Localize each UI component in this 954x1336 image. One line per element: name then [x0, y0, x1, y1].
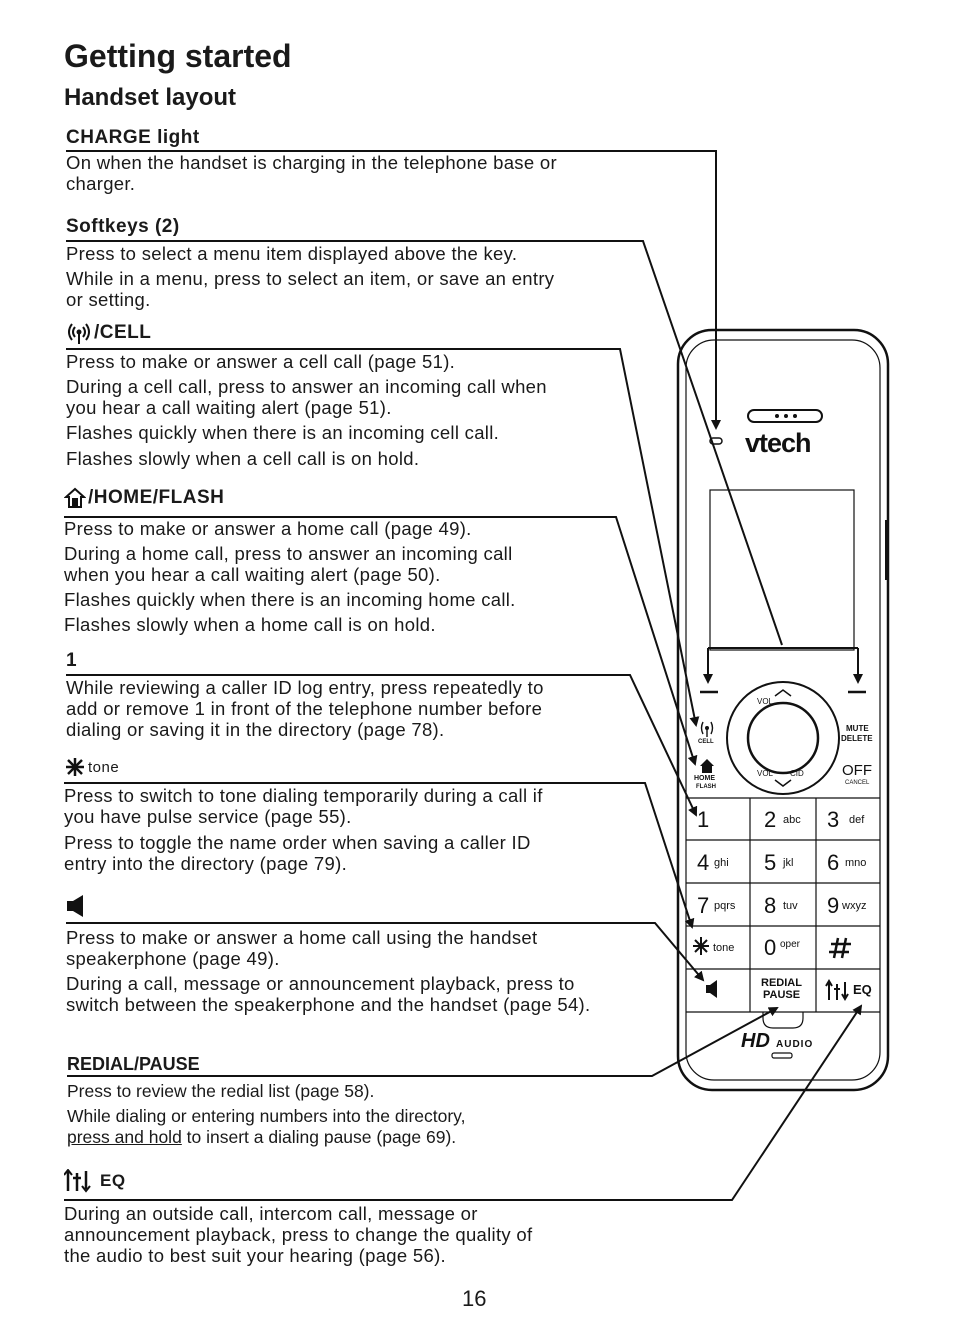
key-3-digit[interactable]: 3	[827, 807, 840, 832]
home-key-label[interactable]: HOME	[694, 775, 715, 782]
key-5-letters: jkl	[783, 857, 794, 869]
charge-light-title: CHARGE light	[66, 127, 200, 148]
tone-desc-1: Press to switch to tone dialing temporarily during a call if you have pulse service (page 55).	[64, 785, 543, 827]
key-9-letters: wxyz	[842, 900, 867, 912]
key-4-digit[interactable]: 4	[697, 850, 710, 875]
home-desc-1: Press to make or answer a home call (page 49).	[64, 518, 472, 539]
redial-desc-2: While dialing or entering numbers into the directory,	[67, 1106, 466, 1126]
press-and-hold-text: press and hold	[67, 1127, 182, 1147]
redial-title: REDIAL/PAUSE	[67, 1054, 200, 1074]
key-1-desc: While reviewing a caller ID log entry, press repeatedly to add or remove 1 in front of the telephone number before dialing or saving it in the directory (page 78).	[66, 677, 544, 740]
key-1-title: 1	[66, 650, 78, 671]
key-8-digit[interactable]: 8	[764, 893, 777, 918]
hd-logo: HD	[741, 1030, 770, 1052]
eq-title-label: EQ	[100, 1171, 126, 1190]
eq-desc: During an outside call, intercom call, message or announcement playback, press to change the quality of the audio to best suit your hearing (page 56).	[64, 1203, 533, 1266]
section-heading: Handset layout	[64, 84, 237, 111]
cell-desc-2: During a cell call, press to answer an incoming call when you hear a call waiting alert (page 51).	[66, 376, 547, 418]
key-star-letters[interactable]: tone	[713, 942, 735, 954]
phone-star-key-icon	[693, 937, 709, 955]
home-desc-2: During a home call, press to answer an incoming call when you hear a call waiting alert (page 50).	[64, 543, 513, 585]
cell-key-label[interactable]: CELL	[698, 739, 714, 745]
cell-desc-4: Flashes slowly when a cell call is on hold.	[66, 448, 420, 469]
key-2-letters: abc	[783, 814, 801, 826]
key-5-digit[interactable]: 5	[764, 850, 777, 875]
key-6-letters: mno	[845, 857, 867, 869]
key-8-letters: tuv	[783, 900, 798, 912]
tone-desc-2: Press to toggle the name order when saving a caller ID entry into the directory (page 79).	[64, 832, 531, 874]
charge-light-desc: On when the handset is charging in the telephone base or charger.	[66, 152, 557, 194]
nav-vol-up-label[interactable]: VOL	[757, 697, 774, 706]
cell-desc-3: Flashes quickly when there is an incoming cell call.	[66, 422, 500, 443]
home-desc-3: Flashes quickly when there is an incoming home call.	[64, 589, 516, 610]
key-0-letters: oper	[780, 939, 801, 950]
softkeys-desc-2: While in a menu, press to select an item, or save an entry or setting.	[66, 268, 555, 310]
key-0-digit[interactable]: 0	[764, 935, 777, 960]
page-number: 16	[462, 1286, 487, 1311]
redial-desc-1: Press to review the redial list (page 58).	[67, 1081, 375, 1101]
cancel-key-label[interactable]: CANCEL	[845, 780, 870, 786]
cell-title-label: /CELL	[94, 322, 152, 343]
delete-key-label[interactable]: DELETE	[841, 734, 873, 743]
key-7-digit[interactable]: 7	[697, 893, 710, 918]
audio-logo: AUDIO	[776, 1039, 814, 1050]
flash-key-label[interactable]: FLASH	[696, 784, 716, 790]
off-key-label[interactable]: OFF	[842, 762, 872, 779]
key-1-digit[interactable]: 1	[697, 807, 710, 832]
key-3-letters: def	[849, 814, 865, 826]
key-9-digit[interactable]: 9	[827, 893, 840, 918]
mute-key-label[interactable]: MUTE	[846, 724, 869, 733]
redial-desc-3-rest: to insert a dialing pause (page 69).	[181, 1127, 457, 1147]
speaker-desc-2: During a call, message or announcement playback, press to switch between the speakerphone and the handset (page 54).	[66, 973, 591, 1015]
eq-key-label[interactable]: EQ	[853, 982, 872, 997]
softkeys-title: Softkeys (2)	[66, 216, 180, 237]
key-7-letters: pqrs	[714, 900, 736, 912]
redial-key-label[interactable]: REDIAL	[761, 977, 802, 989]
softkeys-desc-1: Press to select a menu item displayed above the key.	[66, 243, 518, 264]
nav-cid-label[interactable]: CID	[790, 769, 804, 778]
key-4-letters: ghi	[714, 857, 729, 869]
page-title: Getting started	[64, 38, 292, 74]
cell-desc-1: Press to make or answer a cell call (page 51).	[66, 351, 456, 372]
pause-key-label[interactable]: PAUSE	[763, 989, 801, 1001]
home-desc-4: Flashes slowly when a home call is on hold.	[64, 614, 436, 635]
key-2-digit[interactable]: 2	[764, 807, 777, 832]
tone-title-label: tone	[88, 758, 120, 776]
vtech-logo: vtech	[745, 428, 811, 458]
nav-vol-down-label[interactable]: VOL	[757, 769, 774, 778]
key-6-digit[interactable]: 6	[827, 850, 840, 875]
home-title-label: /HOME/FLASH	[88, 487, 225, 508]
speaker-desc-1: Press to make or answer a home call using the handset speakerphone (page 49).	[66, 927, 538, 969]
